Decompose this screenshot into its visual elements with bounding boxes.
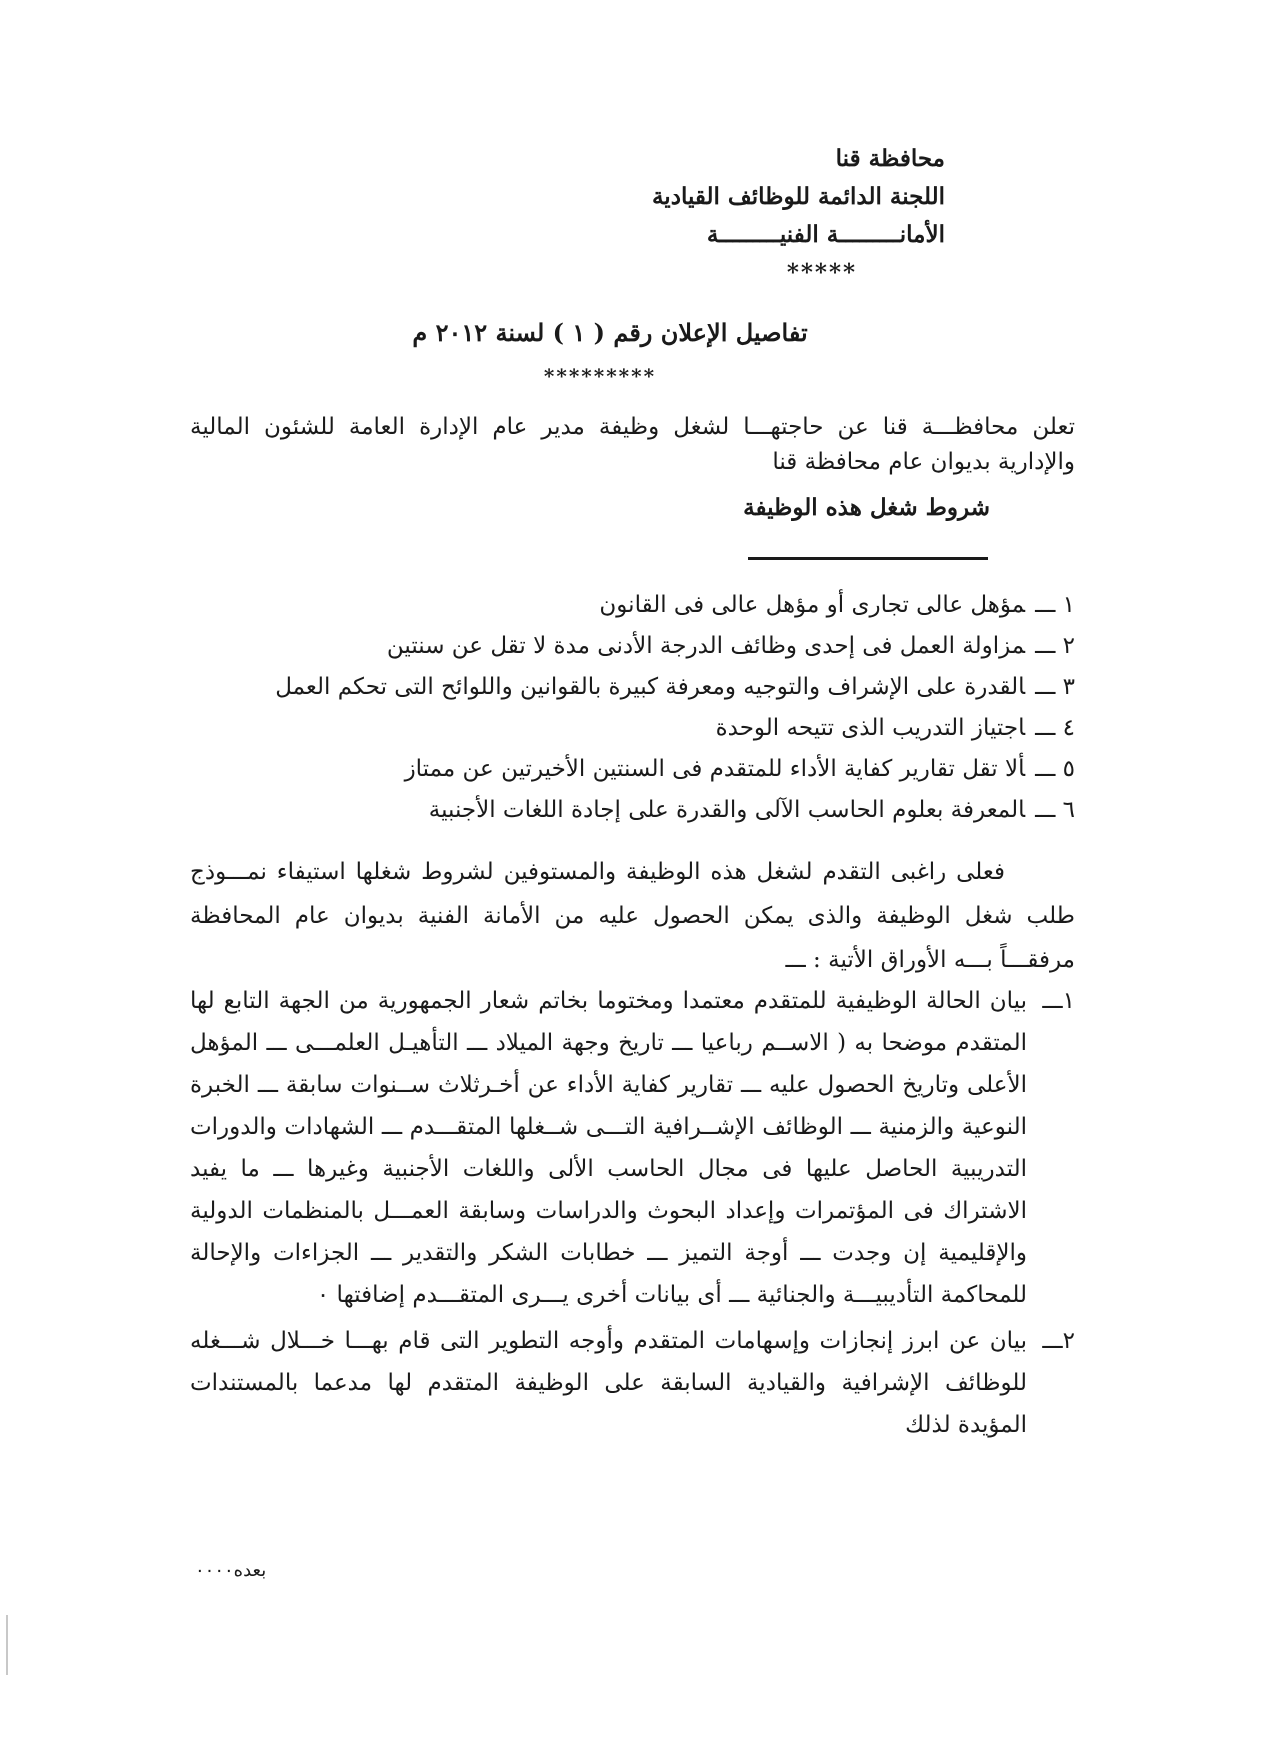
committee-name: اللجنة الدائمة للوظائف القيادية: [651, 183, 945, 210]
item-text: مؤهل عالى تجارى أو مؤهل عالى فى القانون: [599, 592, 1026, 618]
announcement-title: تفاصيل الإعلان رقم ( ١ ) لسنة ٢٠١٢ م: [412, 318, 808, 347]
scan-edge-mark: [6, 1615, 8, 1675]
secretariat-name: الأمانـــــــــة الفنيـــــــــة: [706, 221, 945, 248]
item-text: مزاولة العمل فى إحدى وظائف الدرجة الأدنى مدة لا تقل عن سنتين: [386, 633, 1026, 659]
application-paragraph: فعلى راغبى التقدم لشغل هذه الوظيفة والمستوفين لشروط شغلها استيفاء نمـــوذج طلب شغل الوظيفة والذى يمكن الحصول عليه من الأمانة الفنية بديوان عام المحافظة مرفقـــاً بـــه الأوراق الأتية : ـــ: [190, 859, 1075, 973]
item-text: بيان عن ابرز إنجازات وإسهامات المتقدم وأوجه التطوير التى قام بهـــا خـــلال شـــغله للوظائف الإشرافية والقيادية السابقة على الوظيفة المتقدم لها مدعما بالمستندات المؤيدة لذلك: [190, 1328, 1027, 1438]
list-item: [190, 626, 1075, 667]
heading-underline: [748, 557, 988, 560]
header-stars: *****: [786, 259, 857, 286]
list-item: [190, 708, 1075, 749]
item-number: ٢ـــ: [1042, 1328, 1075, 1354]
list-item: [190, 585, 1075, 626]
item-number: ٦ ـــ: [1035, 797, 1075, 823]
item-number: ١ـــ: [1042, 988, 1075, 1014]
item-text: بيان الحالة الوظيفية للمتقدم معتمدا ومختوما بخاتم شعار الجمهورية من الجهة التابع لها المتقدم موضحا به ( الاســم رباعيا ـــ تاريخ وجهة الميلاد ـــ التأهيـل العلمـــى ـــ المؤهل الأعلى وتاريخ الحصول عليه ـــ تقارير كفاية الأداء عن أخـرثلاث ســنوات سابقة ـــ الخبرة النوعية والزمنية ـــ الوظائف الإشــرافية التـــى شــغلها المتقـــدم ـــ الشهادات والدورات التدريبية الحاصل عليها فى مجال الحاسب الألى واللغات الأجنبية وغيرها ـــ ما يفيد الاشتراك فى المؤتمرات وإعداد البحوث والدراسات وسابقة العمـــل بالمنظمات الدولية والإقليمية إن وجدت ـــ أوجة التميز ـــ خطابات الشكر والتقدير ـــ الجزاءات والإحالة للمحاكمة التأديبيـــة والجنائية ـــ أى بيانات أخرى يـــرى المتقـــدم إضافتها ٠: [190, 988, 1027, 1308]
item-number: ١ ـــ: [1035, 592, 1075, 618]
conditions-heading: شروط شغل هذه الوظيفة: [743, 494, 990, 521]
letterhead: [652, 140, 945, 292]
item-number: ٢ ـــ: [1035, 633, 1075, 659]
item-number: ٥ ـــ: [1035, 756, 1075, 782]
item-text: اجتياز التدريب الذى تتيحه الوحدة: [715, 715, 1026, 741]
list-item: [190, 1320, 1075, 1446]
list-item: [190, 749, 1075, 790]
list-item: [190, 790, 1075, 831]
list-item: [190, 980, 1075, 1316]
item-text: القدرة على الإشراف والتوجيه ومعرفة كبيرة بالقوانين واللوائح التى تحكم العمل: [275, 674, 1026, 700]
conditions-list: [190, 585, 1075, 831]
item-number: ٤ ـــ: [1035, 715, 1075, 741]
intro-paragraph: تعلن محافظـــة قنا عن حاجتهـــا لشغل وظيفة مدير عام الإدارة العامة للشئون المالية والإدارية بديوان عام محافظة قنا: [190, 414, 1075, 475]
title-stars: *********: [543, 364, 657, 388]
item-text: ألا تقل تقارير كفاية الأداء للمتقدم فى السنتين الأخيرتين عن ممتاز: [404, 756, 1026, 782]
item-number: ٣ ـــ: [1035, 674, 1075, 700]
continuation-note: بعده٠٠٠٠: [195, 1560, 267, 1581]
item-text: المعرفة بعلوم الحاسب الآلى والقدرة على إجادة اللغات الأجنبية: [428, 797, 1026, 823]
list-item: [190, 667, 1075, 708]
required-documents-list: [190, 980, 1075, 1450]
governorate-name: محافظة قنا: [835, 145, 945, 172]
